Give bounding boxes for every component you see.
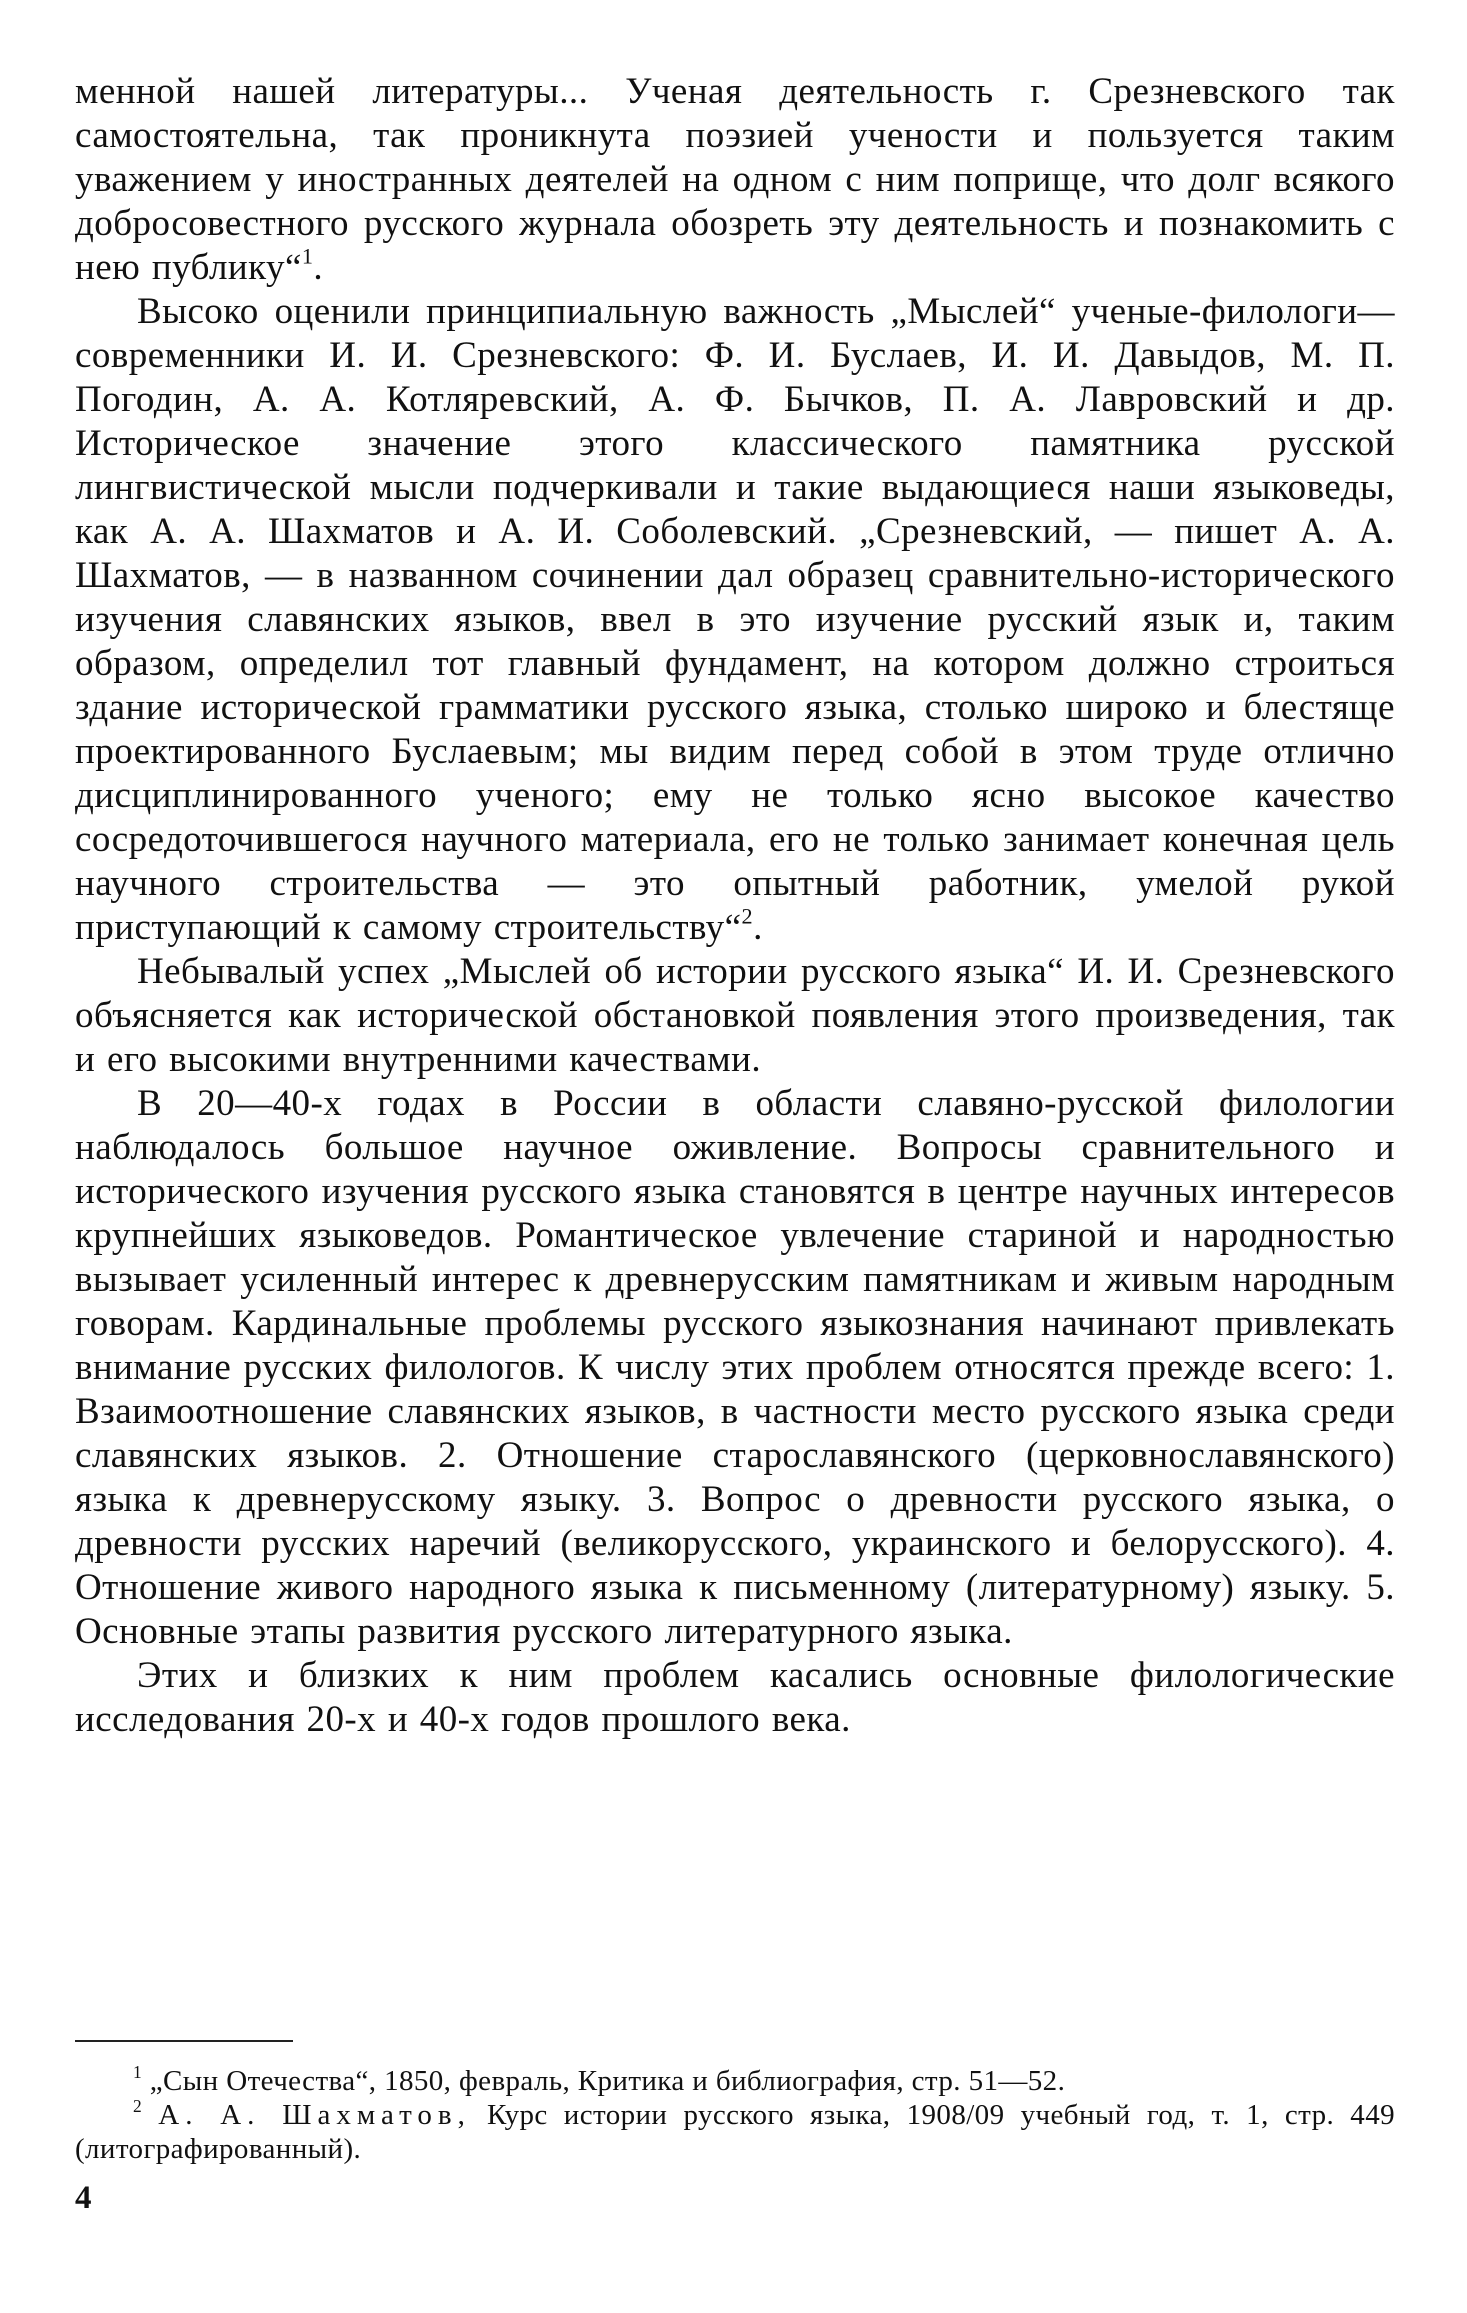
main-text [75, 70, 1395, 1742]
paragraph-text: Этих и близких к ним проблем касались основные филологические исследования 20-х и 40-х годов прошлого века. [75, 1655, 1395, 1740]
paragraph-5 [75, 1654, 1395, 1742]
paragraph-4 [75, 1082, 1395, 1654]
paragraph-3 [75, 950, 1395, 1082]
paragraph-text: менной нашей литературы... Ученая деятельность г. Срезневского так самостоятельна, так проникнута поэзией учености и пользуется таким уважением у иностранных деятелей на одном с ним поприще, что долг всякого добросовестного русского журнала обозреть эту деятельность и познакомить с нею публику“ [75, 71, 1395, 288]
footnote-1 [75, 2061, 1395, 2098]
page-number: 4 [75, 2180, 92, 2216]
footnote-mark: 1 [133, 2061, 143, 2082]
footnote-2 [75, 2095, 1395, 2166]
footnote-divider [75, 2040, 293, 2042]
paragraph-text: Небывалый успех „Мыслей об истории русского языка“ И. И. Срезневского объясняется как исторической обстановкой появления этого произведения, так и его высокими внутренними качествами. [75, 951, 1395, 1080]
footnote-text: „Сын Отечества“, 1850, февраль, Критика и библиография, стр. 51—52. [149, 2065, 1066, 2097]
footnote-text: Курс истории русского языка, 1908/09 учебный год, т. 1, стр. 449 (литографированный). [75, 2099, 1395, 2165]
footnote-ref-2: 2 [741, 903, 754, 929]
footnotes [75, 2061, 1395, 2166]
paragraph-1: менной нашей литературы... Ученая деятельность г. Срезневского так самостоятельна, так проникнута поэзией учености и пользуется таким уважением у иностранных деятелей на одном с ним поприще, что долг всякого добросовестного русского журнала обозреть эту деятельность и познакомить с нею публику“$^1$. [75, 71, 1395, 288]
footnote-mark: 2 [133, 2095, 143, 2116]
footnote-author: А. А. Шахматов, [158, 2099, 471, 2131]
paragraph-text: В 20—40-х годах в России в области славяно-русской филологии наблюдалось большое научное оживление. Вопросы сравнительного и исторического изучения русского языка становятся в центре научных интересов крупнейших языковедов. Романтическое увлечение стариной и народностью вызывает усиленный интерес к древнерусским памятникам и живым народным говорам. Кардинальные проблемы русского языкознания начинают привлекать внимание русских филологов. К числу этих проблем относятся прежде всего: 1. Взаимоотношение славянских языков, в частности место русского языка среди славянских языков. 2. Отношение старославянского (церковнославянского) языка к древнерусскому языку. 3. Вопрос о древности русского языка, о древности русских наречий (великорусского, украинского и белорусского). 4. Отношение живого народного языка к письменному (литературному) языку. 5. Основные этапы развития русского литературного языка. [75, 1083, 1395, 1652]
footnote-ref-1: 1 [301, 243, 314, 269]
paragraph-text: Высоко оценили принципиальную важность „Мыслей“ ученые-филологи—современники И. И. Срезневского: Ф. И. Буслаев, И. И. Давыдов, М. П. Погодин, А. А. Котляревский, А. Ф. Бычков, П. А. Лавровский и др. Историческое значение этого классического памятника русской лингвистической мысли подчеркивали и такие выдающиеся наши языковеды, как А. А. Шахматов и А. И. Соболевский. „Срезневский, — пишет А. А. Шахматов, — в названном сочинении дал образец сравнительно-исторического изучения славянских языков, ввел в это изучение русский язык и, таким образом, определил тот главный фундамент, на котором должно строиться здание исторической грамматики русского языка, столько широко и блестяще проектированного Буслаевым; мы видим перед собой в этом труде отлично дисциплинированного ученого; ему не только ясно высокое качество сосредоточившегося научного материала, его не только занимает конечная цель научного строительства — это опытный работник, умелой рукой приступающий к самому строительству“ [75, 291, 1395, 948]
paragraph-2: Высоко оценили принципиальную важность „Мыслей“ ученые-филологи—современники И. И. Срезневского: Ф. И. Буслаев, И. И. Давыдов, М. П. Погодин, А. А. Котляревский, А. Ф. Бычков, П. А. Лавровский и др. Историческое значение этого классического памятника русской лингвистической мысли подчеркивали и такие выдающиеся наши языковеды, как А. А. Шахматов и А. И. Соболевский. „Срезневский, — пишет А. А. Шахматов, — в названном сочинении дал образец сравнительно-исторического изучения славянских языков, ввел в это изучение русский язык и, таким образом, определил тот главный фундамент, на котором должно строиться здание исторической грамматики русского языка, столько широко и блестяще проектированного Буслаевым; мы видим перед собой в этом труде отлично дисциплинированного ученого; ему не только ясно высокое качество сосредоточившегося научного материала, его не только занимает конечная цель научного строительства — это опытный работник, умелой рукой приступающий к самому строительству“$^2$. [75, 291, 1395, 948]
